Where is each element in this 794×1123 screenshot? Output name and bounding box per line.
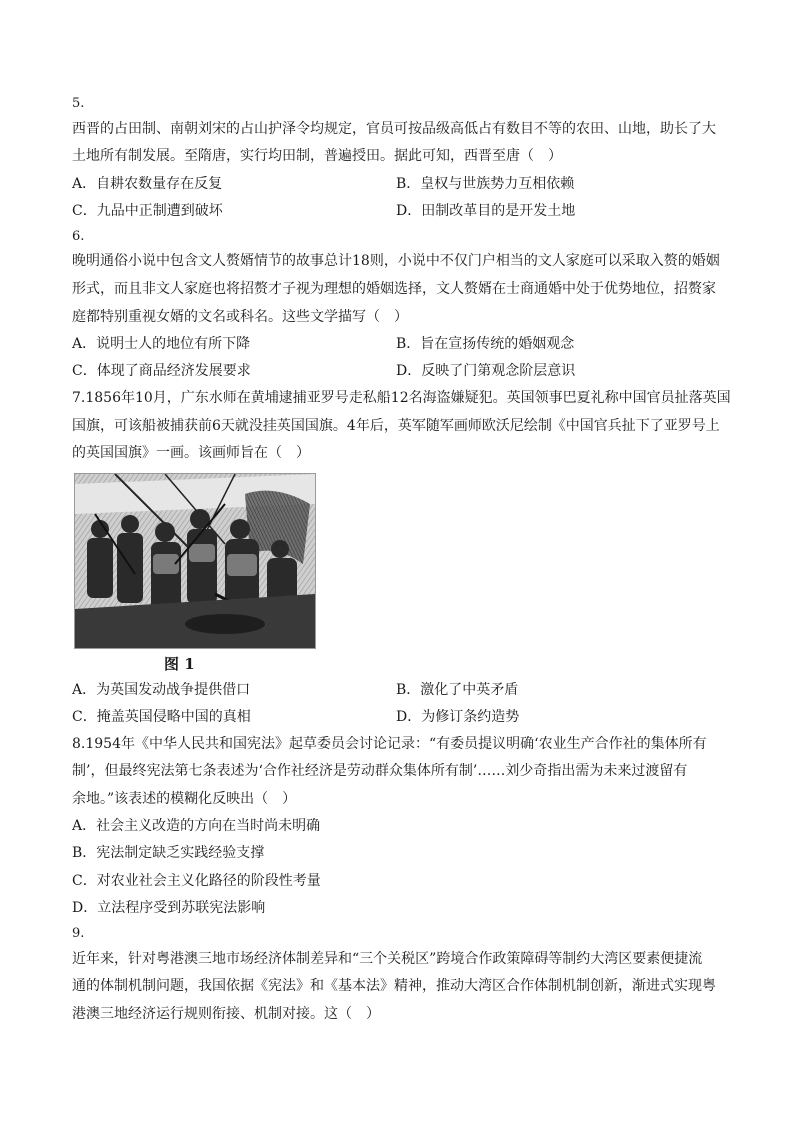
- question-6-option-c: C．体现了商品经济发展要求: [72, 363, 251, 379]
- question-8-option-d: D．立法程序受到苏联宪法影响: [72, 900, 266, 916]
- question-5-option-a: A．自耕农数量存在反复: [72, 176, 223, 192]
- question-6-option-a: A．说明士人的地位有所下降: [72, 336, 251, 352]
- question-8-option-c: C．对农业社会主义化路径的阶段性考量: [72, 873, 321, 889]
- question-8-stem-line-1: 8.1954年《中华人民共和国宪法》起草委员会讨论记录：“有委员提议明确‘农业生产合作社的集体所有: [72, 736, 707, 752]
- engraving-illustration: [75, 474, 315, 648]
- question-6-stem-line-2: 形式，而且非文人家庭也将招赘才子视为理想的婚姻选择，文人赘婿在士商通婚中处于优势地位，招赘家: [72, 281, 716, 297]
- question-6-option-b: B．旨在宣扬传统的婚姻观念: [396, 336, 575, 352]
- question-7-option-a: A．为英国发动战争提供借口: [72, 682, 251, 698]
- question-9-stem-line-3: 港澳三地经济运行规则衔接、机制对接。这（ ）: [72, 1006, 380, 1022]
- question-7-option-d: D．为修订条约造势: [396, 709, 520, 725]
- question-8-stem-line-3: 余地。”该表述的模糊化反映出（ ）: [72, 791, 297, 807]
- question-8-stem-line-2: 制’，但最终宪法第七条表述为‘合作社经济是劳动群众集体所有制’……刘少奇指出需为未来过渡留有: [72, 763, 688, 779]
- question-7-stem-line-2: 国旗，可该船被捕获前6天就没挂英国国旗。4年后，英军随军画师欧沃尼绘制《中国官兵扯下了亚罗号上: [72, 418, 720, 434]
- question-9-stem-line-2: 通的体制机制问题，我国依据《宪法》和《基本法》精神，推动大湾区合作体制机制创新，渐进式实现粤: [72, 978, 716, 994]
- question-5-stem-line-2: 土地所有制发展。至隋唐，实行均田制，普遍授田。据此可知，西晋至唐（ ）: [72, 148, 562, 164]
- question-5-option-d: D．田制改革目的是开发土地: [396, 203, 576, 219]
- question-5-stem-line-1: 西晋的占田制、南朝刘宋的占山护泽令均规定，官员可按品级高低占有数目不等的农田、山地，助长了大: [72, 121, 716, 137]
- question-6-stem-line-3: 庭都特别重视女婿的文名或科名。这些文学描写（ ）: [72, 309, 408, 325]
- question-5-option-c: C．九品中正制遭到破坏: [72, 203, 223, 219]
- question-7-stem-line-1: 7.1856年10月，广东水师在黄埔逮捕亚罗号走私船12名海盗嫌疑犯。英国领事巴夏礼称中国官员扯落英国: [72, 390, 731, 406]
- question-8-option-a: A．社会主义改造的方向在当时尚未明确: [72, 818, 321, 834]
- question-6-number: 6.: [72, 229, 85, 244]
- figure-caption: 图 1: [164, 655, 195, 673]
- question-7-stem-line-3: 的英国国旗》一画。该画师旨在（ ）: [72, 445, 310, 461]
- question-5-option-b: B．皇权与世族势力互相依赖: [396, 176, 575, 192]
- question-6-option-d: D．反映了门第观念阶层意识: [396, 363, 576, 379]
- question-7-option-c: C．掩盖英国侵略中国的真相: [72, 709, 251, 725]
- question-5-number: 5.: [72, 96, 85, 111]
- question-6-stem-line-1: 晚明通俗小说中包含文人赘婿情节的故事总计18则，小说中不仅门户相当的文人家庭可以采取入赘的婚姻: [72, 253, 720, 269]
- question-9-stem-line-1: 近年来，针对粤港澳三地市场经济体制差异和“三个关税区”跨境合作政策障碍等制约大湾区要素便捷流: [72, 951, 703, 967]
- question-8-option-b: B．宪法制定缺乏实践经验支撑: [72, 845, 265, 861]
- historical-engraving-image: [74, 473, 316, 649]
- question-7-option-b: B．激化了中英矛盾: [396, 682, 519, 698]
- question-9-number: 9.: [72, 926, 85, 941]
